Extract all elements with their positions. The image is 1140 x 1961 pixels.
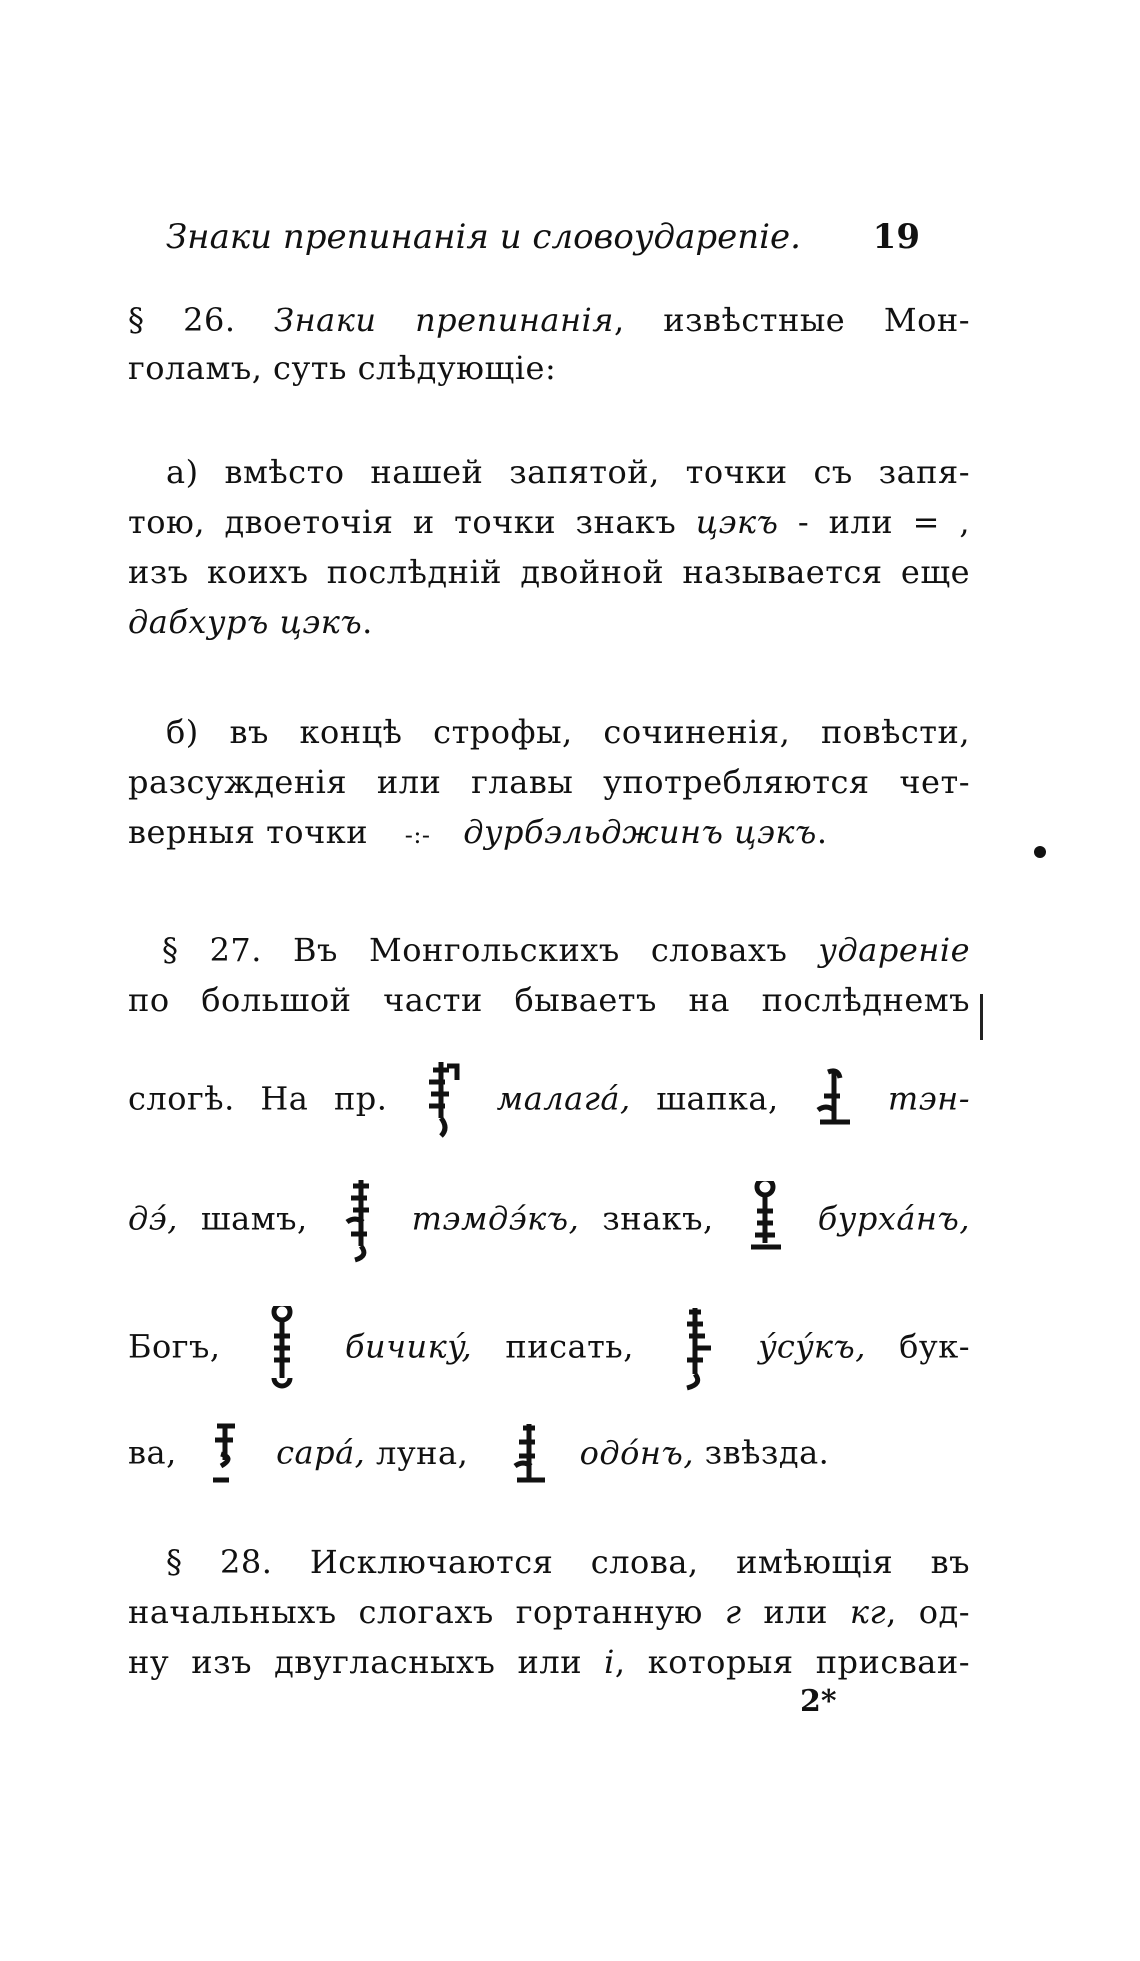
p27-line6: [128, 1420, 970, 1490]
italic-letter: кг: [849, 1593, 887, 1631]
italic-letter: i: [604, 1643, 615, 1681]
p26-line2: голамъ, суть слѣдующіе:: [128, 349, 557, 387]
pa-line3: изъ коихъ послѣдній двойной называется еще: [128, 553, 970, 591]
italic-term: Знаки препинанія: [274, 301, 614, 339]
p28-line1: § 28. Исключаются слова, имѣющія въ: [166, 1543, 970, 1581]
ink-speck: [1034, 846, 1046, 858]
gloss: шамъ,: [200, 1199, 308, 1238]
header-title: Знаки препинанія и словоударепіе.: [166, 217, 801, 257]
pa-line2: [128, 500, 970, 544]
p27-line1: [162, 928, 970, 972]
text-run: верныя точки: [128, 813, 369, 851]
italic-term: дурбэльджинъ цэкъ: [463, 813, 817, 851]
mongolian-word-tende-icon: [810, 1066, 856, 1136]
mongolian-word-burkhan-icon: [743, 1181, 789, 1261]
text-run: - или = ,: [797, 503, 971, 541]
running-header: [166, 214, 920, 260]
mongolian-word-usuk-icon: [673, 1304, 719, 1394]
mongolian-word-temdek-icon: [337, 1176, 383, 1266]
mongolian-transliteration: тэн-: [887, 1079, 971, 1118]
page-number: 19: [872, 217, 920, 257]
mongolian-transliteration: одóнъ,: [579, 1433, 694, 1472]
gloss: Богъ,: [128, 1327, 221, 1366]
pa-line4: [128, 600, 970, 644]
p27-line4: [128, 1176, 970, 1266]
p27-line3: [128, 1058, 970, 1144]
text-run: начальныхъ слогахъ гортанную: [128, 1593, 703, 1631]
text-run: § 27. Въ Монгольскихъ словахъ: [162, 931, 788, 969]
text-run: .: [362, 603, 373, 641]
mongolian-transliteration: тэмдэ́къ,: [411, 1199, 580, 1238]
pb-line3: [128, 810, 970, 857]
italic-letter: г: [724, 1593, 742, 1631]
gloss: луна,: [376, 1433, 469, 1472]
text-run: или: [763, 1593, 828, 1631]
mongolian-transliteration: ýсýкъ,: [758, 1327, 866, 1366]
mongolian-transliteration: дэ́,: [128, 1199, 178, 1238]
italic-term: дабхуръ цэкъ: [128, 603, 363, 641]
mongolian-word-sara-icon: [203, 1420, 249, 1490]
mongolian-word-odon-icon: [505, 1420, 551, 1490]
text-run: , которыя присваи-: [614, 1643, 971, 1681]
text-run: ну изъ двугласныхъ или: [128, 1643, 583, 1681]
printer-signature-mark: 2*: [800, 1684, 837, 1719]
gloss: знакъ,: [602, 1199, 714, 1238]
four-dot-mark: -:-: [404, 821, 431, 849]
mongolian-transliteration: бурхáнъ,: [817, 1199, 970, 1238]
mongolian-word-malaga-icon: [419, 1058, 465, 1144]
text-run: , од-: [886, 1593, 971, 1631]
p26-line1: [128, 298, 970, 342]
italic-term: удареніе: [818, 931, 971, 969]
mongolian-transliteration: бичикý,: [344, 1327, 473, 1366]
pb-line1: б) въ концѣ строфы, сочиненія, повѣсти,: [166, 713, 970, 751]
text-run: , извѣстные Мон-: [613, 301, 971, 339]
mongolian-transliteration: сарá,: [276, 1433, 366, 1472]
text-run: слогѣ. На пр.: [128, 1079, 388, 1118]
mongolian-word-bichiku-icon: [260, 1306, 306, 1392]
margin-mark: [980, 994, 983, 1040]
mongolian-transliteration: малагá,: [496, 1079, 631, 1118]
gloss: бук-: [899, 1327, 971, 1366]
gloss: шапка,: [656, 1079, 779, 1118]
italic-term: цэкъ: [695, 503, 779, 541]
pb-line2: разсужденія или главы употребляются чет-: [128, 763, 970, 801]
gloss: звѣзда.: [704, 1433, 830, 1472]
p27-line2: по большой части бываетъ на послѣднемъ: [128, 981, 970, 1019]
gloss: ва,: [128, 1433, 177, 1472]
text-run: .: [816, 813, 828, 851]
pa-line1: а) вмѣсто нашей запятой, точки съ запя-: [166, 453, 970, 491]
section-number: § 26.: [128, 301, 236, 339]
gloss: писать,: [505, 1327, 634, 1366]
text-run: тою, двоеточія и точки знакъ: [128, 503, 677, 541]
p28-line3: [128, 1640, 970, 1684]
p28-line2: [128, 1590, 970, 1634]
p27-line5: [128, 1304, 970, 1394]
